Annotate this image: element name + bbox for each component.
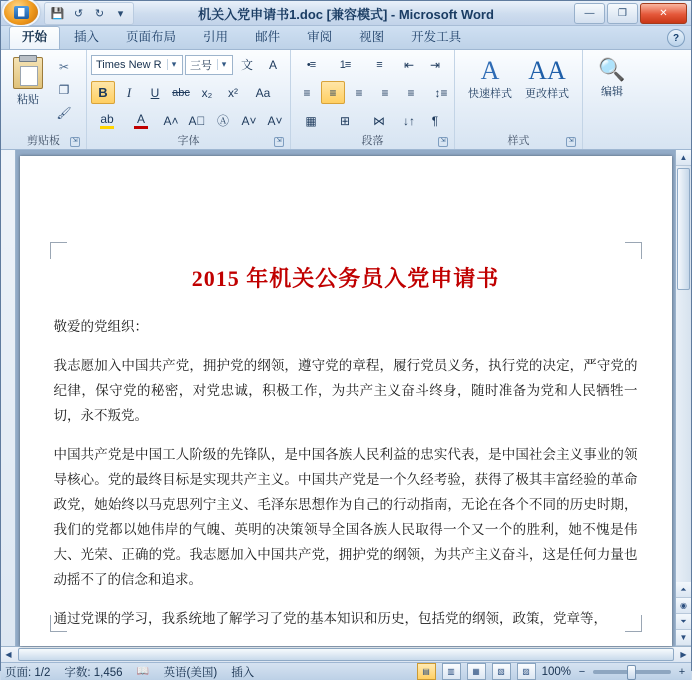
paragraph-group-label: [295, 134, 450, 149]
ribbon-group-clipboard: [1, 50, 87, 149]
tab-insert[interactable]: 插入: [74, 30, 100, 44]
copy-icon[interactable]: ❐: [58, 83, 70, 97]
font-group-label: [91, 134, 286, 149]
editing-label: 编辑: [601, 86, 623, 98]
margin-mark-bottom-right: [625, 615, 642, 632]
highlight-color-bar: [100, 126, 114, 129]
zoom-slider-thumb[interactable]: [627, 665, 636, 680]
window-title: 机关入党申请书1.doc [兼容模式] - Microsoft Word: [198, 6, 494, 22]
page-indicator[interactable]: [5, 664, 50, 680]
font-color-bar: [134, 126, 148, 129]
font-size-value: 三号: [190, 59, 212, 72]
zoom-in-button[interactable]: +: [678, 665, 686, 678]
help-icon[interactable]: ?: [667, 29, 685, 47]
borders-button[interactable]: ⊞: [339, 113, 351, 128]
character-border-icon[interactable]: A: [268, 57, 277, 72]
document-paragraph: 通过党课的学习，我系统地了解学习了党的基本知识和历史，包括党的纲领，政策，党章等，: [53, 611, 607, 627]
character-scaling-button[interactable]: ⋈: [373, 113, 385, 128]
paste-label: 粘贴: [17, 94, 39, 106]
change-styles-label: 更改样式: [525, 88, 569, 100]
tab-references[interactable]: 引用: [203, 30, 229, 44]
tab-mailings[interactable]: 邮件: [255, 30, 281, 44]
decrease-indent-button[interactable]: ⇤: [403, 57, 415, 72]
font-color-icon: A: [136, 111, 145, 126]
clipboard-group-label: [5, 134, 82, 149]
italic-button[interactable]: I: [126, 84, 132, 100]
margin-mark-top-left: [50, 242, 67, 259]
sort-button[interactable]: ↓↑: [403, 113, 415, 128]
multilevel-list-button[interactable]: ≡: [376, 58, 382, 71]
next-page-icon[interactable]: ⏷: [676, 614, 691, 630]
font-label-text: 字体: [177, 135, 200, 147]
office-logo-icon: [14, 6, 29, 19]
horizontal-scrollbar[interactable]: [1, 646, 691, 662]
align-right-button[interactable]: ≡: [355, 85, 363, 100]
chevron-down-icon[interactable]: ▾: [217, 59, 230, 70]
insert-mode-label: 插入: [231, 666, 255, 679]
text-highlight-button[interactable]: [91, 109, 123, 132]
horizontal-scroll-thumb[interactable]: [18, 648, 674, 661]
page-scroll-region[interactable]: [16, 150, 675, 646]
document-page[interactable]: [20, 156, 672, 646]
font-name-value: Times New R: [96, 58, 162, 71]
document-paragraph: 我志愿加入中国共产党，拥护党的纲领，遵守党的章程，履行党员义务，执行党的决定，严守党的纪律，保守党的秘密，对党忠诚，积极工作，为共产主义奋斗终身，随时准备为党和人民牺牲一切，永不叛党。: [53, 358, 638, 424]
show-marks-button[interactable]: ¶: [431, 113, 439, 128]
spellcheck-icon: 📖: [136, 666, 150, 677]
ribbon-group-styles: [455, 50, 583, 149]
word-count-label: 字数: 1,456: [64, 666, 123, 679]
scroll-down-icon[interactable]: ▼: [676, 630, 691, 646]
margin-mark-bottom-left: [50, 615, 67, 632]
justify-button[interactable]: ≡: [381, 85, 389, 100]
tab-view[interactable]: 视图: [359, 30, 385, 44]
word-count[interactable]: [64, 664, 122, 680]
change-case-button[interactable]: Aa: [255, 85, 271, 100]
close-button[interactable]: ✕: [640, 3, 687, 24]
zoom-slider[interactable]: [593, 670, 671, 674]
font-name-combo[interactable]: [91, 55, 183, 75]
quick-styles-label: 快速样式: [468, 88, 512, 100]
underline-button[interactable]: U: [150, 85, 160, 100]
change-styles-button[interactable]: [520, 53, 574, 101]
find-icon: 🔍: [598, 57, 626, 82]
document-area: [1, 150, 691, 646]
superscript-button[interactable]: x²: [228, 85, 238, 100]
view-draft[interactable]: ▨: [517, 663, 536, 680]
status-bar: [1, 662, 691, 680]
document-title: 2015 年机关公务员入党申请书: [191, 266, 500, 291]
scroll-left-icon[interactable]: ◀: [5, 650, 12, 659]
ribbon: [1, 50, 691, 150]
styles-group-label: [459, 134, 578, 149]
clipboard-dialog-launcher[interactable]: ⇲: [70, 137, 80, 147]
scroll-up-icon[interactable]: ▲: [676, 150, 691, 166]
distribute-button[interactable]: ≡: [407, 85, 415, 100]
tab-review[interactable]: 审阅: [307, 30, 333, 44]
ribbon-tabs: [1, 26, 691, 50]
clipboard-label-text: 剪贴板: [27, 135, 60, 147]
shrink-font-button[interactable]: A˅: [241, 113, 257, 128]
font-size-combo[interactable]: [185, 55, 233, 75]
previous-page-icon[interactable]: ⏶: [676, 582, 691, 598]
align-center-button[interactable]: ≡: [321, 81, 345, 104]
select-browse-object-icon[interactable]: ◉: [676, 598, 691, 614]
subscript-button[interactable]: x₂: [201, 85, 213, 100]
quick-access-toolbar: [44, 2, 134, 25]
increase-indent-button[interactable]: ⇥: [429, 57, 441, 72]
line-spacing-button[interactable]: ↕≡: [434, 85, 448, 100]
document-paragraph: 中国共产党是中国工人阶级的先锋队，是中国各族人民利益的忠实代表，是中国社会主义事业的领导核心。党的最终目标是实现共产主义。中国共产党是一个久经考验，获得了极其丰富经验的革命政党，她始终以马克思列宁主义、毛泽东思想作为自己的行动指南，无论在各个不同的历史时期，我们的党都以她伟岸的气魄、英明的决策领导全国各族人民取得一个又一个的胜利，她不愧是伟大、光荣、正确的党。我志愿加入中国共产党，拥护党的纲领，为共产主义奋斗，这是任何力量也动摇不了的信念和追求。: [53, 447, 638, 588]
ribbon-group-paragraph: [291, 50, 455, 149]
format-painter-icon[interactable]: 🖌: [56, 106, 72, 120]
save-icon[interactable]: 💾: [50, 7, 65, 20]
change-styles-icon: AA: [528, 56, 566, 85]
tab-page-layout[interactable]: 页面布局: [126, 30, 177, 44]
grow-font-button[interactable]: A˄: [163, 113, 179, 128]
character-shading-button[interactable]: A˅: [267, 113, 283, 128]
vertical-ruler: [1, 150, 16, 646]
cut-icon[interactable]: ✂: [58, 60, 70, 74]
align-left-button[interactable]: ≡: [303, 85, 311, 100]
editing-button[interactable]: [589, 53, 635, 99]
language-indicator[interactable]: [164, 664, 218, 680]
zoom-out-button[interactable]: −: [578, 665, 586, 678]
paragraph-dialog-launcher[interactable]: ⇲: [438, 137, 448, 147]
restore-button[interactable]: ❐: [607, 3, 638, 24]
insert-mode[interactable]: [231, 664, 254, 680]
proofing-status[interactable]: [137, 665, 150, 678]
quick-styles-icon: A: [480, 56, 500, 85]
paragraph-label-text: 段落: [361, 135, 384, 147]
font-color-button[interactable]: [125, 109, 157, 132]
styles-label-text: 样式: [507, 135, 530, 147]
title-bar: [1, 1, 691, 26]
vertical-scroll-thumb[interactable]: [677, 168, 690, 290]
undo-icon[interactable]: ↺: [73, 7, 84, 20]
view-web-layout[interactable]: ▦: [467, 663, 486, 680]
paste-button[interactable]: [5, 53, 51, 107]
minimize-button[interactable]: —: [574, 3, 605, 24]
editing-group-label: [587, 134, 637, 149]
page-indicator-label: 页面: 1/2: [5, 666, 51, 679]
bold-button[interactable]: B: [91, 81, 115, 104]
tab-developer[interactable]: 开发工具: [411, 30, 462, 44]
clear-formatting-button[interactable]: A⃠: [188, 113, 206, 128]
text-highlight-icon: ab: [100, 111, 114, 126]
vertical-scrollbar[interactable]: [675, 150, 691, 646]
zoom-level-label[interactable]: 100%: [541, 665, 571, 678]
office-button[interactable]: [4, 0, 38, 25]
chevron-down-icon[interactable]: ▾: [167, 59, 180, 70]
bullets-button[interactable]: •≡: [306, 58, 316, 71]
ribbon-group-font: [87, 50, 291, 149]
margin-mark-top-right: [625, 242, 642, 259]
tab-home[interactable]: 开始: [9, 26, 60, 49]
phonetic-guide-icon[interactable]: 文: [240, 58, 253, 72]
ribbon-group-editing: [583, 50, 641, 149]
view-print-layout[interactable]: ▤: [417, 663, 436, 680]
view-outline[interactable]: ▧: [492, 663, 511, 680]
vertical-scroll-track[interactable]: [676, 292, 691, 582]
customize-qat-icon[interactable]: ▾: [117, 7, 124, 20]
styles-dialog-launcher[interactable]: ⇲: [566, 137, 576, 147]
numbering-button[interactable]: 1≡: [339, 58, 351, 71]
quick-styles-button[interactable]: [463, 53, 517, 101]
window-controls: [574, 3, 691, 24]
shading-button[interactable]: ▦: [305, 113, 317, 128]
enclose-characters-button[interactable]: Ⓐ: [216, 114, 229, 128]
status-right: [417, 663, 687, 680]
redo-icon[interactable]: ↻: [94, 7, 105, 20]
paste-icon: [13, 57, 43, 89]
view-full-screen-reading[interactable]: ▥: [442, 663, 461, 680]
font-dialog-launcher[interactable]: ⇲: [274, 137, 284, 147]
language-label: 英语(美国): [163, 666, 218, 679]
strikethrough-button[interactable]: abc: [172, 86, 190, 99]
scroll-right-icon[interactable]: ▶: [680, 650, 687, 659]
document-paragraph: 敬爱的党组织：: [53, 319, 148, 335]
